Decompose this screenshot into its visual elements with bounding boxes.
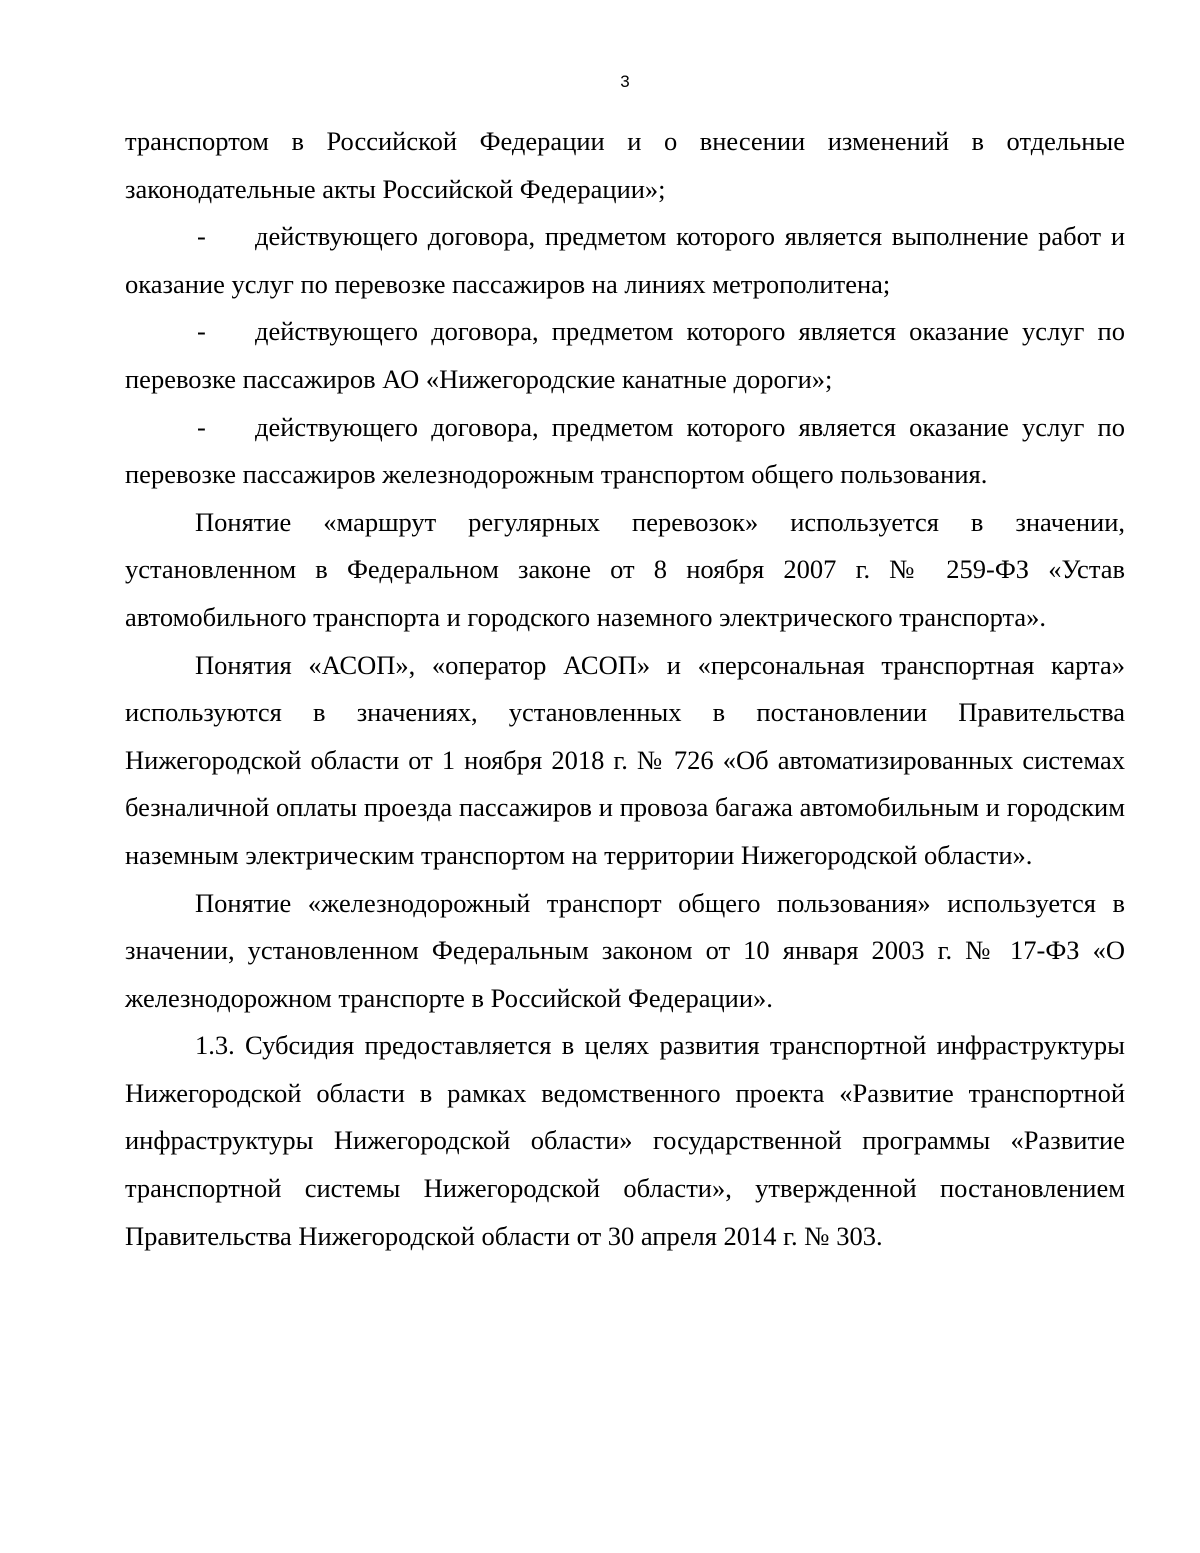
paragraph-asop-definition: Понятия «АСОП», «оператор АСОП» и «персональная транспортная карта» используются в значениях, установленных в постановлении Правительства Нижегородской области от 1 ноября 2018 г. № 726 «Об автоматизированных системах безналичной оплаты проезда пассажиров и провоза багажа автомобильным и городским наземным электрическим транспортом на территории Нижегородской области». [125, 649, 1125, 870]
list-marker: - [197, 411, 206, 442]
list-item [125, 308, 1125, 403]
document-body [125, 118, 1125, 1260]
paragraph-route-definition: Понятие «маршрут регулярных перевозок» используется в значении, установленном в Федеральном законе от 8 ноября 2007 г. № 259-ФЗ «Устав автомобильного транспорта и городского наземного электрического транспорта». [125, 506, 1125, 632]
list-marker: - [197, 221, 206, 252]
paragraph-railway-definition: Понятие «железнодорожный транспорт общего пользования» используется в значении, установленном Федеральным законом от 10 января 2003 г. № 17-ФЗ «О железнодорожном транспорте в Российской Федерации». [125, 887, 1125, 1013]
paragraph-subsidy-purpose: 1.3. Субсидия предоставляется в целях развития транспортной инфраструктуры Нижегородской области в рамках ведомственного проекта «Развитие транспортной инфраструктуры Нижегородской области» государственной программы «Развитие транспортной системы Нижегородской области», утвержденной постановлением Правительства Нижегородской области от 30 апреля 2014 г. № 303. [125, 1030, 1125, 1251]
list-item [125, 404, 1125, 499]
list-item-text: действующего договора, предметом которого является выполнение работ и оказание услуг по перевозке пассажиров на линиях метрополитена; [125, 221, 1125, 299]
list-marker: - [197, 316, 206, 347]
page-number: 3 [620, 72, 630, 91]
list-item-text: действующего договора, предметом которого является оказание услуг по перевозке пассажиров железнодорожным транспортом общего пользования. [125, 411, 1125, 490]
paragraph-continuation: транспортом в Российской Федерации и о внесении изменений в отдельные законодательные акты Российской Федерации»; [125, 126, 1125, 204]
list-item [125, 213, 1125, 308]
list-item-text: действующего договора, предметом которого является оказание услуг по перевозке пассажиров АО «Нижегородские канатные дороги»; [125, 316, 1125, 394]
